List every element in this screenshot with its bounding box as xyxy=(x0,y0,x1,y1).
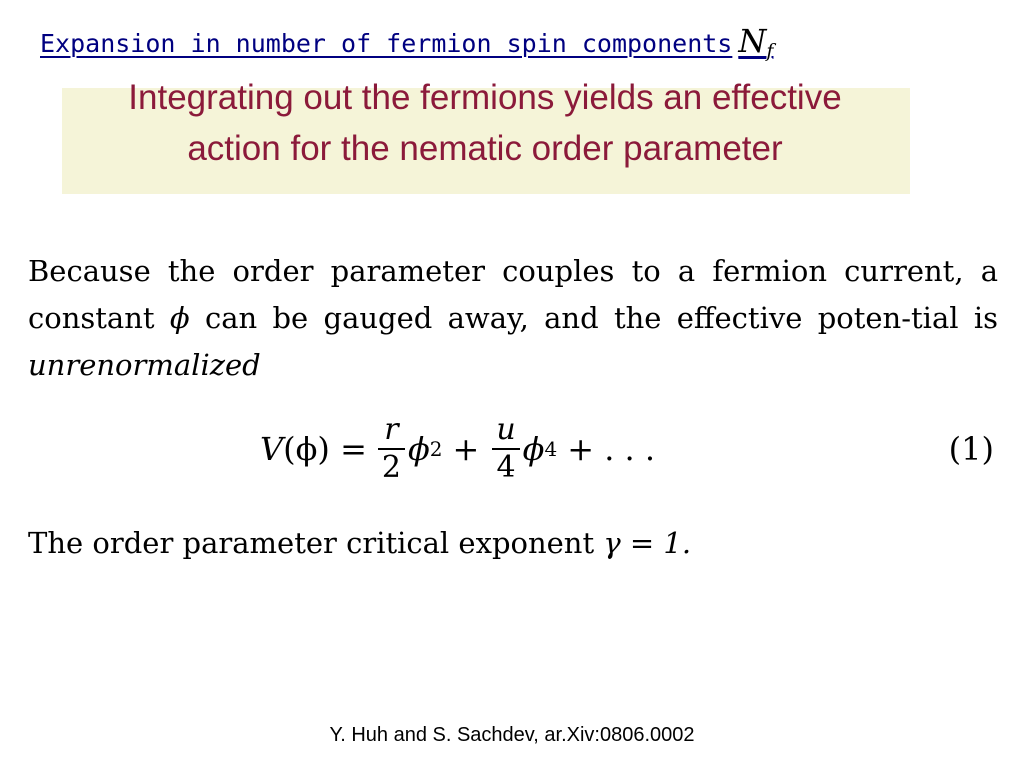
highlight-text: Integrating out the fermions yields an effective action for the nematic order parameter xyxy=(128,78,842,168)
para2-before: The order parameter critical exponent xyxy=(28,526,604,560)
frac2-denominator: 4 xyxy=(496,450,516,485)
eq-term1-power: 2 xyxy=(429,437,443,461)
frac1-denominator: 2 xyxy=(381,450,401,485)
eq-plus: + xyxy=(452,430,480,468)
paragraph-exponent xyxy=(28,520,998,567)
para1-phi-symbol: ϕ xyxy=(169,301,190,335)
equation-row xyxy=(0,404,1024,504)
eq-term2-var: ϕ xyxy=(522,430,545,468)
eq-term2-power: 4 xyxy=(544,437,558,461)
slide-title xyxy=(40,22,773,62)
para1-mid: can be gauged away, and the effective poten-tial is xyxy=(189,301,998,335)
equation xyxy=(260,404,655,494)
para1-emphasis: unrenormalized xyxy=(28,348,261,382)
equation-number: (1) xyxy=(948,430,994,468)
eq-lhs: V xyxy=(260,430,284,468)
eq-fraction-u-over-4 xyxy=(492,412,519,486)
title-symbol xyxy=(738,22,773,60)
title-text: Expansion in number of fermion spin components xyxy=(40,29,733,58)
eq-tail: + . . . xyxy=(567,430,656,468)
title-symbol-sub: f xyxy=(766,40,774,62)
citation: Y. Huh and S. Sachdev, ar.Xiv:0806.0002 xyxy=(329,724,695,746)
eq-term1-var: ϕ xyxy=(407,430,430,468)
para1-before: Because the order parameter couples to a fermion current, a constant xyxy=(28,254,998,335)
paragraph-gauge xyxy=(28,248,998,389)
eq-lhs-arg: (ϕ) = xyxy=(283,430,367,468)
frac1-numerator: r xyxy=(384,412,399,447)
frac2-numerator: u xyxy=(496,412,516,447)
para2-math: γ = 1. xyxy=(603,526,692,560)
eq-fraction-r-over-2 xyxy=(378,412,405,486)
title-symbol-base: N xyxy=(738,22,767,60)
